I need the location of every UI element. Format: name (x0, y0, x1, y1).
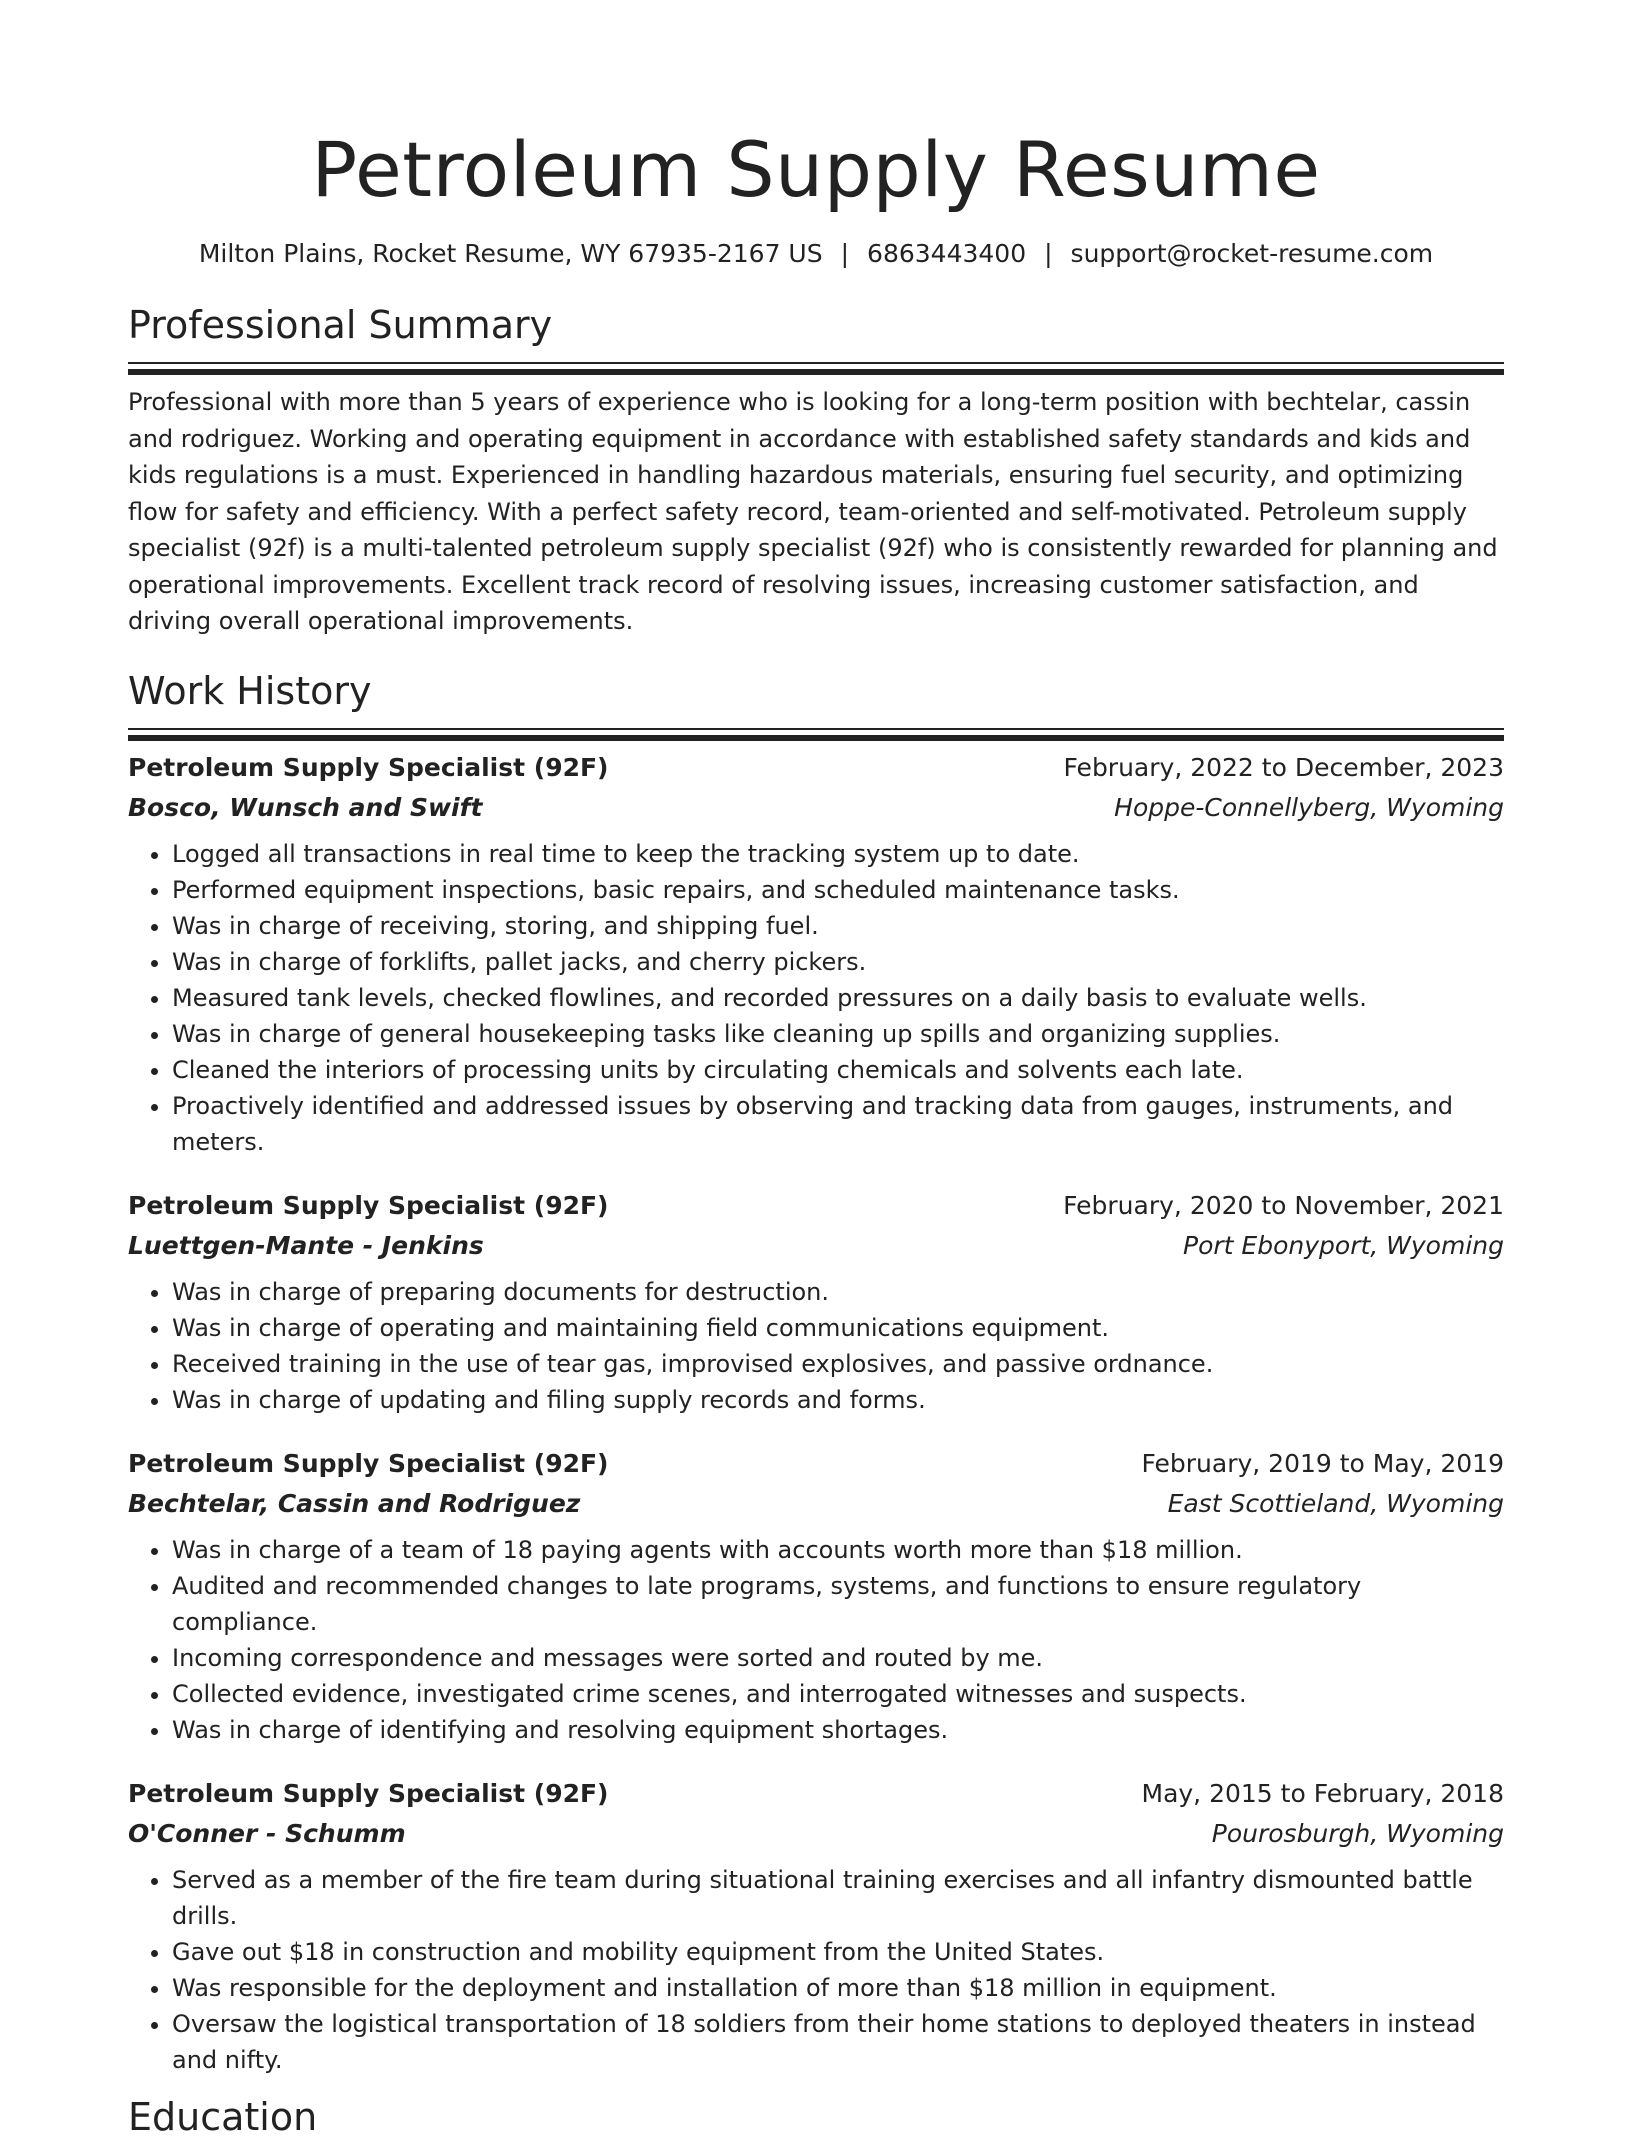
contact-phone: 6863443400 (867, 239, 1027, 268)
job-dates: February, 2020 to November, 2021 (1063, 1190, 1504, 1220)
job-title: Petroleum Supply Specialist (92F) (128, 1190, 609, 1220)
job-entry (128, 748, 1504, 1160)
list-item: • Collected evidence, investigated crime scenes, and interrogated witnesses and suspects. (172, 1676, 1504, 1712)
job-title: Petroleum Supply Specialist (92F) (128, 752, 609, 782)
list-item: • Was in charge of updating and filing supply records and forms. (172, 1382, 1504, 1418)
list-item: • Was in charge of general housekeeping tasks like cleaning up spills and organizing supplies. (172, 1016, 1504, 1052)
job-location: Port Ebonyport, Wyoming (1183, 1230, 1504, 1260)
summary-text: Professional with more than 5 years of experience who is looking for a long-term position with bechtelar, cassin and rodriguez. Working and operating equipment in accordance with established safety standards and kids and kids regulations is a must. Experienced in handling hazardous materials, ensuring fuel security, and optimizing flow for safety and efficiency. With a perfect safety record, team-oriented and self-motivated. Petroleum supply specialist (92f) is a multi-talented petroleum supply specialist (92f) who is consistently rewarded for planning and operational improvements. Excellent track record of resolving issues, increasing customer satisfaction, and driving overall operational improvements. (128, 388, 1498, 635)
list-item: • Was in charge of receiving, storing, and shipping fuel. (172, 908, 1504, 944)
job-entry (128, 1774, 1504, 2078)
contact-line (128, 236, 1504, 272)
job-dates: February, 2022 to December, 2023 (1063, 752, 1504, 782)
job-company: O'Conner - Schumm (128, 1818, 406, 1848)
list-item: • Received training in the use of tear gas, improvised explosives, and passive ordnance. (172, 1346, 1504, 1382)
job-location: Hoppe-Connellyberg, Wyoming (1114, 792, 1504, 822)
job-location: East Scottieland, Wyoming (1167, 1488, 1504, 1518)
list-item: • Was in charge of forklifts, pallet jacks, and cherry pickers. (172, 944, 1504, 980)
list-item: • Performed equipment inspections, basic repairs, and scheduled maintenance tasks. (172, 872, 1504, 908)
list-item: • Logged all transactions in real time to keep the tracking system up to date. (172, 836, 1504, 872)
summary-section (128, 300, 1504, 640)
list-item: • Was in charge of preparing documents for destruction. (172, 1274, 1504, 1310)
job-title: Petroleum Supply Specialist (92F) (128, 1778, 609, 1808)
work-history-heading: Work History (128, 668, 372, 713)
list-item: • Gave out $18 in construction and mobility equipment from the United States. (172, 1934, 1504, 1970)
list-item: • Was in charge of operating and maintaining field communications equipment. (172, 1310, 1504, 1346)
job-company: Bosco, Wunsch and Swift (128, 792, 483, 822)
contact-separator: | (1044, 239, 1053, 268)
list-item: • Audited and recommended changes to late programs, systems, and functions to ensure regulatory compliance. (172, 1568, 1504, 1640)
job-title: Petroleum Supply Specialist (92F) (128, 1448, 609, 1478)
contact-separator: | (840, 239, 850, 268)
job-dates: May, 2015 to February, 2018 (1141, 1778, 1504, 1808)
job-company: Luettgen-Mante - Jenkins (128, 1230, 484, 1260)
list-item: • Incoming correspondence and messages were sorted and routed by me. (172, 1640, 1504, 1676)
job-bullets (128, 1862, 1504, 2078)
section-divider (128, 728, 1504, 730)
section-divider (128, 362, 1504, 364)
work-history-section (128, 666, 1504, 2078)
list-item: • Was in charge of identifying and resolving equipment shortages. (172, 1712, 1504, 1748)
resume-title: Petroleum Supply Resume (311, 125, 1321, 214)
job-bullets (128, 1532, 1504, 1748)
job-location: Pourosburgh, Wyoming (1211, 1818, 1504, 1848)
summary-heading: Professional Summary (128, 303, 553, 347)
list-item: • Was in charge of a team of 18 paying agents with accounts worth more than $18 million. (172, 1532, 1504, 1568)
job-bullets (128, 836, 1504, 1160)
list-item: • Cleaned the interiors of processing units by circulating chemicals and solvents each late. (172, 1052, 1504, 1088)
job-entry (128, 1186, 1504, 1418)
contact-email: support@rocket-resume.com (1070, 239, 1434, 268)
list-item: • Served as a member of the fire team during situational training exercises and all infantry dismounted battle drills. (172, 1862, 1504, 1934)
job-company: Bechtelar, Cassin and Rodriguez (128, 1488, 581, 1518)
list-item: • Was responsible for the deployment and installation of more than $18 million in equipment. (172, 1970, 1504, 2006)
job-entry (128, 1444, 1504, 1748)
list-item: • Oversaw the logistical transportation of 18 soldiers from their home stations to deployed theaters in instead and nifty. (172, 2006, 1504, 2078)
list-item: • Measured tank levels, checked flowlines, and recorded pressures on a daily basis to evaluate wells. (172, 980, 1504, 1016)
job-dates: February, 2019 to May, 2019 (1141, 1448, 1504, 1478)
job-bullets (128, 1274, 1504, 1418)
contact-address: Milton Plains, Rocket Resume, WY 67935-2167 US (198, 239, 823, 268)
list-item: • Proactively identified and addressed issues by observing and tracking data from gauges, instruments, and meters. (172, 1088, 1504, 1160)
education-section (128, 2092, 1504, 2142)
education-heading: Education (128, 2094, 318, 2139)
